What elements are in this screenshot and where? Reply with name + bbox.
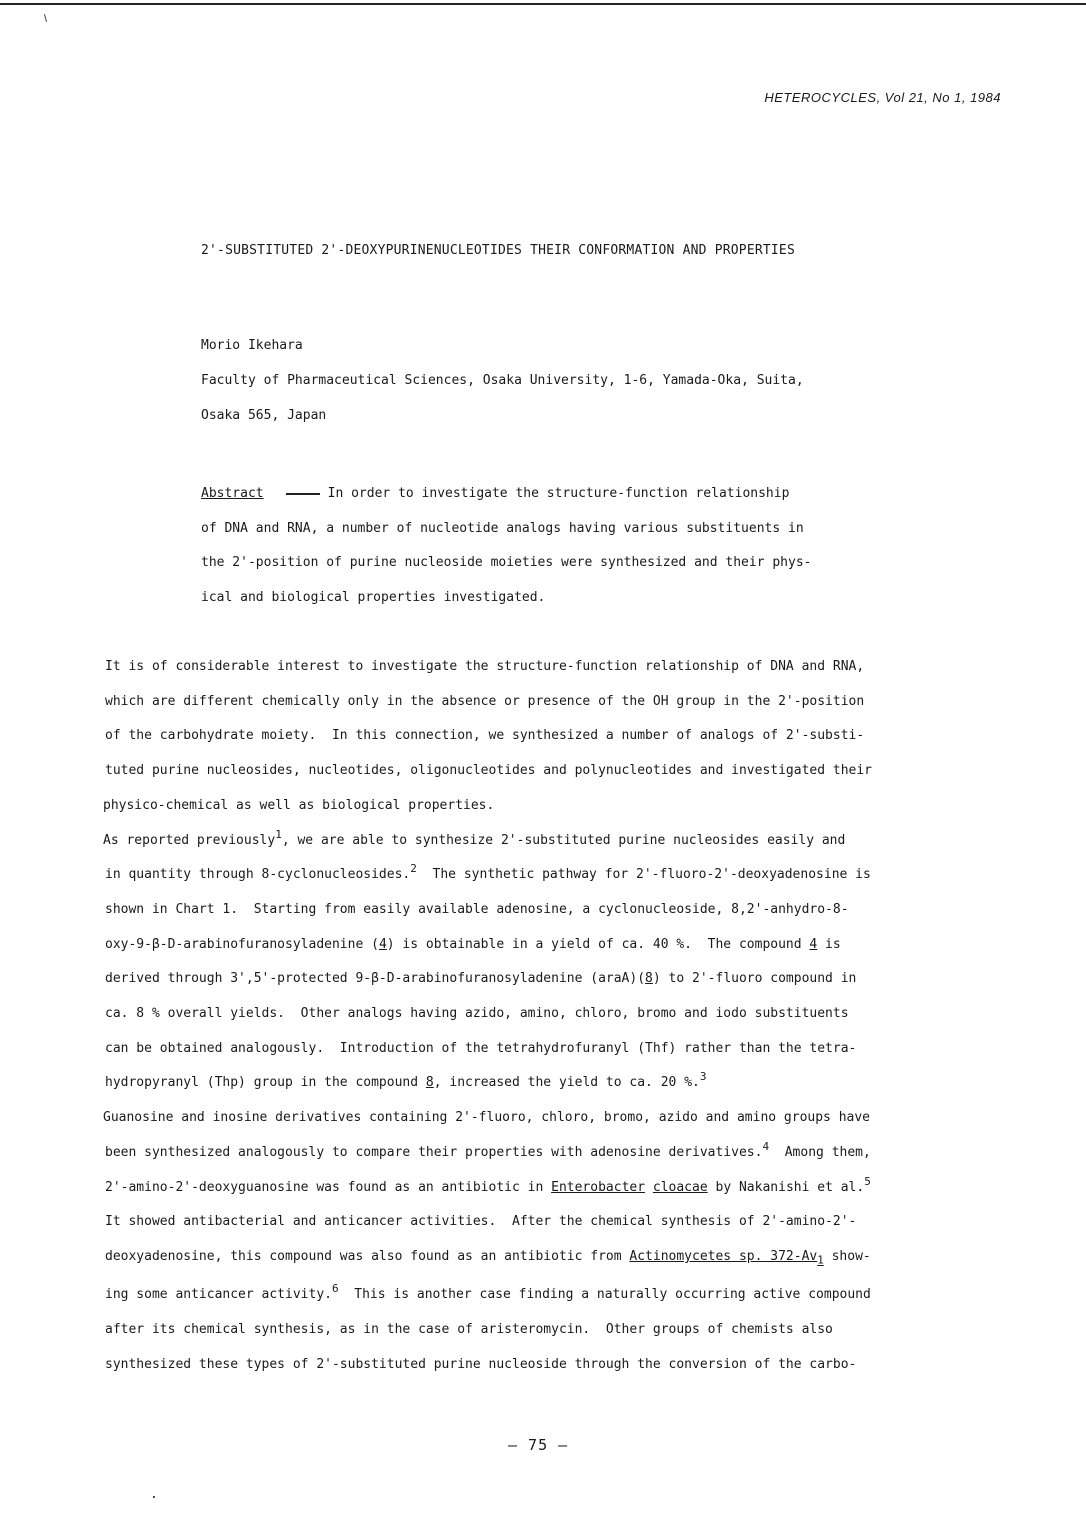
body-line: Guanosine and inosine derivatives containing 2'-fluoro, chloro, bromo, azido and amino groups have <box>103 1110 871 1126</box>
compound-number: 4 <box>378 936 387 952</box>
scan-mark <box>44 14 47 22</box>
abstract-label: Abstract <box>201 486 264 501</box>
species-name: Enterobacter <box>551 1179 646 1195</box>
affiliation-line-1: Faculty of Pharmaceutical Sciences, Osaka University, 1-6, Yamada-Oka, Suita, <box>201 373 804 388</box>
affiliation-line-2: Osaka 565, Japan <box>201 408 327 423</box>
body-line: which are different chemically only in the absence or presence of the OH group in the 2'-position <box>105 693 865 709</box>
body-line: ing some anticancer activity.$^6$ This is another case finding a naturally occurring active compound <box>105 1282 871 1303</box>
body-line: hydropyranyl (Thp) group in the compound 8, increased the yield to ca. 20 %.$^3$ <box>105 1070 707 1091</box>
species-name: Actinomycetes sp. 372-Av <box>629 1248 818 1264</box>
body-line: after its chemical synthesis, as in the case of aristeromycin. Other groups of chemists also <box>105 1321 833 1337</box>
body-line: shown in Chart 1. Starting from easily available adenosine, a cyclonucleoside, 8,2'-anhydro-8- <box>105 901 849 917</box>
body-line: synthesized these types of 2'-substituted purine nucleoside through the conversion of the carbo- <box>105 1356 857 1372</box>
compound-number: 4 <box>809 936 818 952</box>
abstract-line: of DNA and RNA, a number of nucleotide analogs having various substituents in <box>201 520 804 536</box>
abstract-line: ical and biological properties investigated. <box>201 589 546 605</box>
compound-number: 8 <box>645 971 653 987</box>
body-line: of the carbohydrate moiety. In this connection, we synthesized a number of analogs of 2'-substi- <box>105 728 865 744</box>
body-line: can be obtained analogously. Introduction of the tetrahydrofuranyl (Thf) rather than the tetra- <box>105 1040 857 1056</box>
reference-marker: 4 <box>762 1139 770 1153</box>
reference-marker: 5 <box>864 1174 871 1188</box>
reference-marker: 2 <box>410 862 417 876</box>
abstract <box>201 477 866 615</box>
author-block <box>201 328 804 433</box>
abstract-line: the 2'-position of purine nucleoside moieties were synthesized and their phys- <box>201 555 812 570</box>
author-name: Morio Ikehara <box>201 338 303 353</box>
species-name: cloacae <box>652 1179 708 1195</box>
body-line: deoxyadenosine, this compound was also found as an antibiotic from Actinomycetes sp. $372-Av_1$ show- <box>105 1248 871 1267</box>
body-text <box>105 650 975 1382</box>
body-line: As reported previously$^1$, we are able to synthesize 2'-substituted purine nucleosides easily and <box>103 827 846 848</box>
reference-marker: 1 <box>275 827 282 841</box>
body-line: derived through 3',5'-protected 9-β-D-arabinofuranosyladenine (araA)(8) to 2'-fluoro compound in <box>105 971 857 987</box>
body-line: 2'-amino-2'-deoxyguanosine was found as an antibiotic in Enterobacter cloacae by Nakanishi et al.$^5$ <box>105 1174 871 1195</box>
paper-title: 2'-SUBSTITUTED 2'-DEOXYPURINENUCLEOTIDES THEIR CONFORMATION AND PROPERTIES <box>201 243 795 258</box>
body-line: It is of considerable interest to investigate the structure-function relationship of DNA and RNA, <box>105 659 865 674</box>
body-line: ca. 8 % overall yields. Other analogs having azido, amino, chloro, bromo and iodo substituents <box>105 1006 849 1022</box>
abstract-line: Abstract In order to investigate the structure-function relationship <box>201 486 790 501</box>
page-number: — 75 — <box>508 1436 569 1454</box>
reference-marker: 3 <box>699 1070 707 1084</box>
reference-marker: 6 <box>331 1282 339 1296</box>
body-line: oxy-9-β-D-arabinofuranosyladenine (4) is obtainable in a yield of ca. 40 %. The compound 4 is <box>105 936 841 952</box>
compound-number: 8 <box>425 1075 434 1091</box>
subscript: 1 <box>817 1253 824 1267</box>
body-line: in quantity through 8-cyclonucleosides.$^2$ The synthetic pathway for 2'-fluoro-2'-deoxyadenosine is <box>105 862 871 883</box>
body-line: physico-chemical as well as biological properties. <box>103 797 495 813</box>
journal-citation: HETEROCYCLES, Vol 21, No 1, 1984 <box>764 90 1001 105</box>
body-line: been synthesized analogously to compare their properties with adenosine derivatives.$^4$ Among them, <box>105 1139 871 1160</box>
body-line: It showed antibacterial and anticancer activities. After the chemical synthesis of 2'-amino-2'- <box>105 1214 857 1230</box>
em-dash-rule <box>286 493 320 495</box>
scan-speck <box>153 1496 155 1498</box>
body-line: tuted purine nucleosides, nucleotides, oligonucleotides and polynucleotides and investigated their <box>105 763 873 779</box>
top-border-rule <box>0 3 1086 5</box>
